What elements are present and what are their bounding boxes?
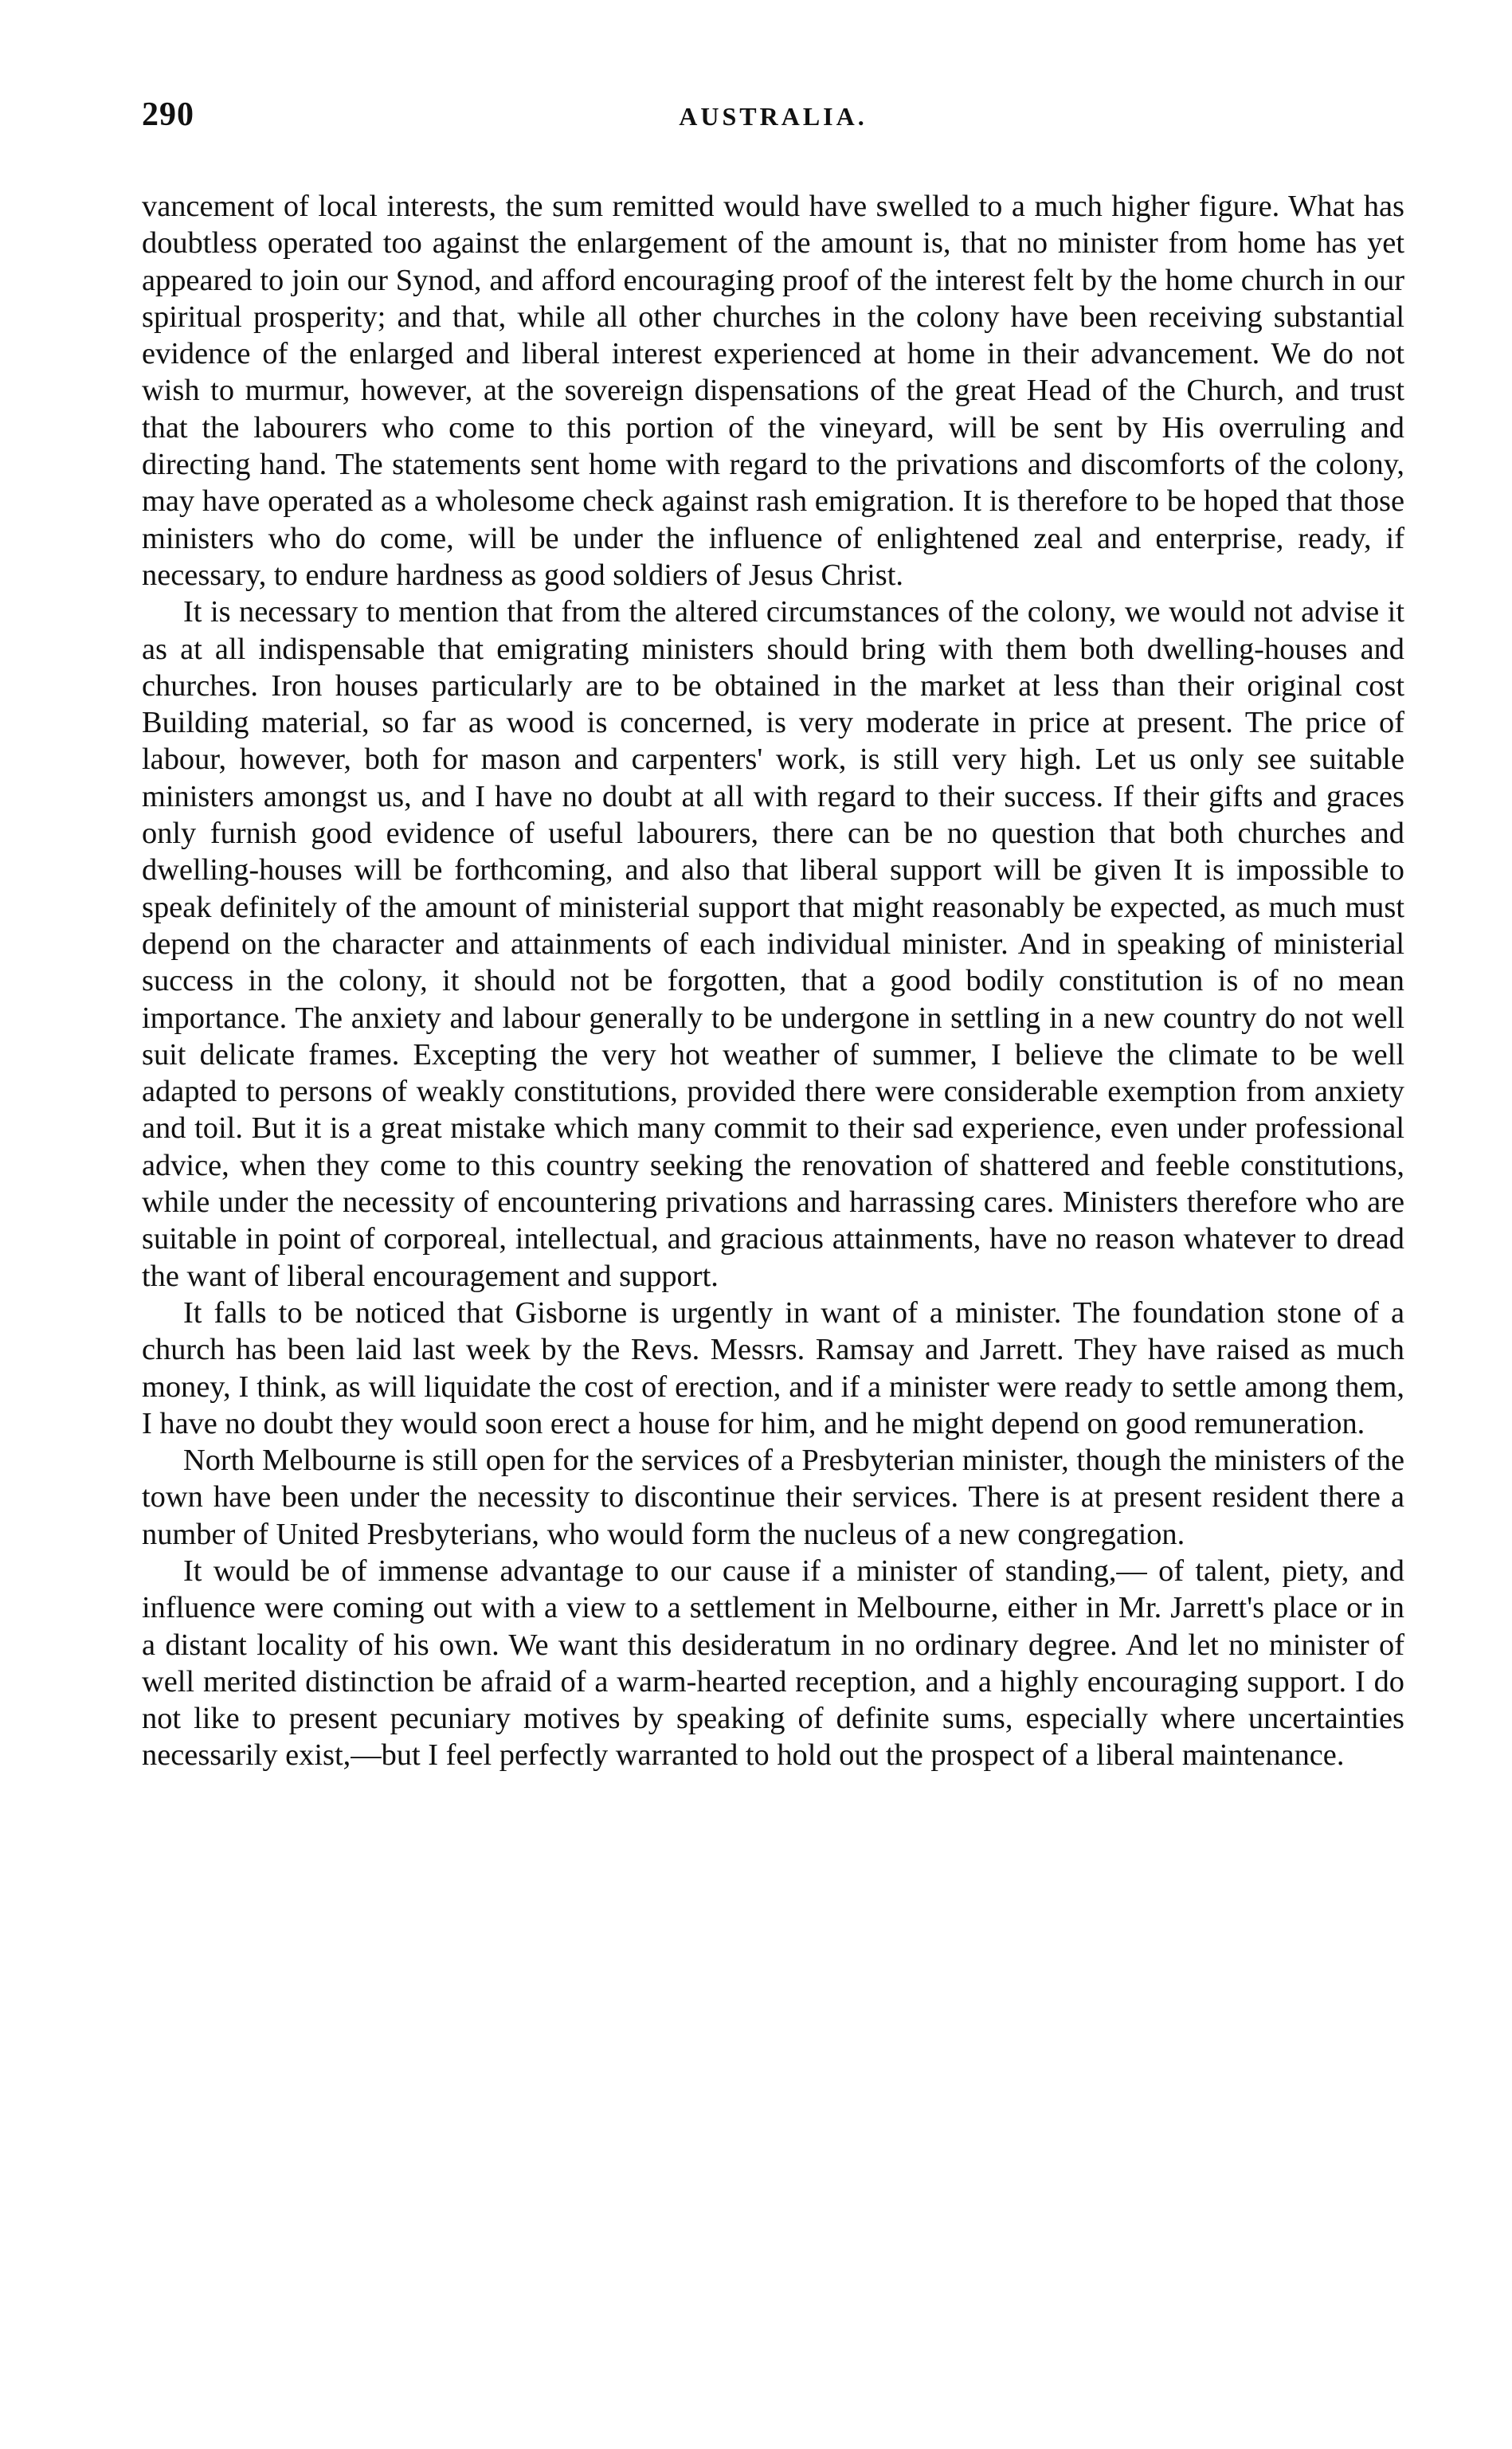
page-number: 290 <box>142 96 194 133</box>
page-header <box>142 96 1404 143</box>
paragraph: It is necessary to mention that from the altered circumstances of the colony, we would not advise it as at all indispensable that emigrating ministers should bring with them both dwelling-houses and churches. Iron houses particularly are to be obtained in the market at less than their original cost Building material, so far as wood is concerned, is very moderate in price at present. The price of labour, however, both for mason and carpenters' work, is still very high. Let us only see suitable ministers amongst us, and I have no doubt at all with regard to their success. If their gifts and graces only furnish good evidence of useful labourers, there can be no question that both churches and dwelling-houses will be forthcoming, and also that liberal support will be given It is impossible to speak definitely of the amount of ministerial support that might reasonably be expected, as much must depend on the character and attainments of each individual minister. And in speaking of ministerial success in the colony, it should not be forgotten, that a good bodily constitution is of no mean importance. The anxiety and labour generally to be undergone in settling in a new country do not well suit delicate frames. Excepting the very hot weather of summer, I believe the climate to be well adapted to persons of weakly constitutions, provided there were considerable exemption from anxiety and toil. But it is a great mistake which many commit to their sad experience, even under professional advice, when they come to this country seeking the renovation of shattered and feeble constitutions, while under the necessity of encountering privations and harrassing cares. Ministers therefore who are suitable in point of corporeal, intellectual, and gracious attainments, have no reason whatever to dread the want of liberal encouragement and support. <box>142 595 1404 1293</box>
paragraph: It would be of immense advantage to our cause if a minister of standing,— of talent, piety, and influence were coming out with a view to a settlement in Melbourne, either in Mr. Jarrett's place or in a distant locality of his own. We want this desideratum in no ordinary degree. And let no minister of well merited distinction be afraid of a warm-hearted reception, and a highly encouraging support. I do not like to present pecuniary motives by speaking of definite sums, especially where uncertainties necessarily exist,—but I feel perfectly warranted to hold out the prospect of a liberal maintenance. <box>142 1554 1404 1773</box>
paragraph-continued: vancement of local interests, the sum remitted would have swelled to a much higher figure. What has doubtless operated too against the enlargement of the amount is, that no minister from home has yet appeared to join our Synod, and afford encouraging proof of the interest felt by the home church in our spiritual prosperity; and that, while all other churches in the colony have been receiving substantial evidence of the enlarged and liberal interest experienced at home in their advancement. We do not wish to murmur, however, at the sovereign dispensations of the great Head of the Church, and trust that the labourers who come to this portion of the vineyard, will be sent by His overruling and directing hand. The statements sent home with regard to the privations and discomforts of the colony, may have operated as a wholesome check against rash emigration. It is therefore to be hoped that those ministers who do come, will be under the influence of enlightened zeal and enterprise, ready, if necessary, to endure hardness as good soldiers of Jesus Christ. <box>142 190 1404 592</box>
paragraph: It falls to be noticed that Gisborne is urgently in want of a minister. The foundation stone of a church has been laid last week by the Revs. Messrs. Ramsay and Jarrett. They have raised as much money, I think, as will liquidate the cost of erection, and if a minister were ready to settle among them, I have no doubt they would soon erect a house for him, and he might depend on good remuneration. <box>142 1295 1404 1440</box>
document-page <box>142 96 1404 1774</box>
running-title: AUSTRALIA. <box>679 102 868 131</box>
paragraph: North Melbourne is still open for the services of a Presbyterian minister, though the ministers of the town have been under the necessity to discontinue their services. There is at present resident there a number of United Presbyterians, who would form the nucleus of a new congregation. <box>142 1444 1404 1551</box>
body-text <box>142 188 1404 1774</box>
